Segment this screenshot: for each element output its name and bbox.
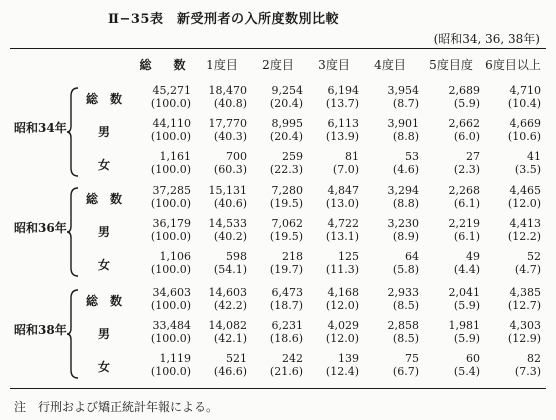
cell-percent: (19.5) — [269, 197, 303, 210]
table-cell — [185, 250, 247, 276]
cell-count: 33,484 — [152, 319, 191, 332]
cell-percent: (12.9) — [507, 332, 541, 345]
row-label: 男 — [98, 327, 111, 341]
cell-percent: (4.6) — [392, 163, 419, 176]
cell-count: 3,954 — [387, 84, 419, 97]
cell-count: 6,473 — [271, 286, 303, 299]
cell-percent: (8.8) — [392, 130, 419, 143]
source-note: 注 行刑および矯正統計年報による。 — [14, 400, 219, 414]
group-brace — [66, 186, 80, 278]
table-cell — [418, 117, 480, 143]
cell-count: 41 — [527, 150, 541, 163]
cell-percent: (13.0) — [325, 197, 359, 210]
cell-count: 2,933 — [387, 286, 419, 299]
cell-count: 14,533 — [208, 217, 247, 230]
table-cell — [297, 117, 359, 143]
table-cell — [297, 217, 359, 243]
cell-percent: (21.6) — [269, 365, 303, 378]
row-label: 総 数 — [86, 294, 123, 308]
cell-percent: (12.4) — [325, 365, 359, 378]
cell-count: 2,041 — [448, 286, 480, 299]
table-cell — [185, 117, 247, 143]
row-label: 男 — [98, 125, 111, 139]
cell-count: 17,770 — [208, 117, 247, 130]
table-cell — [297, 184, 359, 210]
cell-count: 3,230 — [387, 217, 419, 230]
column-header-total: 総 数 — [139, 58, 191, 72]
cell-count: 34,603 — [152, 286, 191, 299]
year-label: 昭和36年 — [14, 221, 67, 235]
table-cell — [129, 117, 191, 143]
cell-count: 2,662 — [448, 117, 480, 130]
table-cell — [357, 184, 419, 210]
cell-percent: (42.2) — [213, 299, 247, 312]
cell-percent: (8.7) — [392, 97, 419, 110]
cell-count: 52 — [527, 250, 541, 263]
cell-percent: (4.4) — [453, 263, 480, 276]
table-cell — [297, 352, 359, 378]
table-cell — [241, 217, 303, 243]
table-cell — [297, 286, 359, 312]
table-cell — [418, 150, 480, 176]
cell-percent: (13.7) — [325, 97, 359, 110]
cell-percent: (19.5) — [269, 230, 303, 243]
cell-percent: (6.1) — [453, 230, 480, 243]
bottom-rule — [10, 388, 546, 389]
cell-percent: (5.9) — [453, 332, 480, 345]
column-header-2nd: 2度目 — [262, 58, 294, 72]
cell-count: 36,179 — [152, 217, 191, 230]
cell-percent: (8.5) — [392, 332, 419, 345]
cell-count: 4,710 — [509, 84, 541, 97]
cell-count: 1,981 — [448, 319, 480, 332]
cell-percent: (10.4) — [507, 97, 541, 110]
cell-percent: (20.4) — [269, 130, 303, 143]
table-cell — [479, 352, 541, 378]
table-cell — [297, 319, 359, 345]
cell-percent: (20.4) — [269, 97, 303, 110]
table-cell — [241, 286, 303, 312]
cell-count: 1,161 — [159, 150, 191, 163]
table-cell — [418, 319, 480, 345]
cell-percent: (54.1) — [213, 263, 247, 276]
row-label: 総 数 — [86, 92, 123, 106]
cell-percent: (3.5) — [514, 163, 541, 176]
cell-percent: (2.3) — [453, 163, 480, 176]
table-cell — [241, 184, 303, 210]
cell-count: 8,995 — [271, 117, 303, 130]
cell-percent: (100.0) — [150, 97, 191, 110]
cell-percent: (100.0) — [150, 299, 191, 312]
group-brace — [66, 86, 80, 178]
cell-percent: (8.9) — [392, 230, 419, 243]
table-cell — [357, 250, 419, 276]
cell-percent: (100.0) — [150, 332, 191, 345]
table-cell — [129, 217, 191, 243]
cell-percent: (12.2) — [507, 230, 541, 243]
cell-count: 259 — [282, 150, 303, 163]
cell-percent: (5.8) — [392, 263, 419, 276]
table-cell — [241, 150, 303, 176]
cell-percent: (5.9) — [453, 299, 480, 312]
cell-percent: (13.9) — [325, 130, 359, 143]
cell-count: 82 — [527, 352, 541, 365]
cell-count: 49 — [466, 250, 480, 263]
table-cell — [479, 250, 541, 276]
cell-percent: (40.3) — [213, 130, 247, 143]
cell-count: 75 — [405, 352, 419, 365]
cell-count: 6,194 — [327, 84, 359, 97]
cell-percent: (100.0) — [150, 197, 191, 210]
table-cell — [357, 319, 419, 345]
table-cell — [479, 150, 541, 176]
cell-percent: (8.8) — [392, 197, 419, 210]
cell-percent: (12.0) — [325, 332, 359, 345]
cell-percent: (7.0) — [332, 163, 359, 176]
cell-percent: (60.3) — [213, 163, 247, 176]
cell-count: 18,470 — [208, 84, 247, 97]
cell-count: 15,131 — [208, 184, 247, 197]
cell-count: 598 — [226, 250, 247, 263]
table-cell — [418, 184, 480, 210]
cell-percent: (4.7) — [514, 263, 541, 276]
table-cell — [129, 319, 191, 345]
cell-percent: (22.3) — [269, 163, 303, 176]
table-cell — [479, 217, 541, 243]
table-cell — [185, 319, 247, 345]
cell-count: 4,303 — [509, 319, 541, 332]
cell-count: 1,106 — [159, 250, 191, 263]
cell-percent: (18.6) — [269, 332, 303, 345]
table-cell — [129, 184, 191, 210]
cell-count: 218 — [282, 250, 303, 263]
cell-count: 3,294 — [387, 184, 419, 197]
table-cell — [418, 84, 480, 110]
table-cell — [185, 286, 247, 312]
table-cell — [418, 286, 480, 312]
cell-count: 3,901 — [387, 117, 419, 130]
cell-percent: (100.0) — [150, 163, 191, 176]
table-cell — [479, 84, 541, 110]
cell-count: 14,603 — [208, 286, 247, 299]
cell-percent: (6.7) — [392, 365, 419, 378]
cell-percent: (19.7) — [269, 263, 303, 276]
cell-count: 125 — [338, 250, 359, 263]
cell-percent: (10.6) — [507, 130, 541, 143]
cell-count: 45,271 — [152, 84, 191, 97]
table-cell — [129, 84, 191, 110]
table-cell — [297, 150, 359, 176]
cell-count: 4,385 — [509, 286, 541, 299]
cell-count: 521 — [226, 352, 247, 365]
cell-count: 2,268 — [448, 184, 480, 197]
table-cell — [479, 319, 541, 345]
column-header-5th: 5度目度 — [429, 58, 473, 72]
year-label: 昭和38年 — [14, 323, 67, 337]
table-cell — [357, 150, 419, 176]
cell-percent: (12.7) — [507, 299, 541, 312]
table-cell — [129, 150, 191, 176]
cell-count: 64 — [405, 250, 419, 263]
table-cell — [479, 184, 541, 210]
cell-count: 7,280 — [271, 184, 303, 197]
cell-count: 139 — [338, 352, 359, 365]
cell-count: 6,231 — [271, 319, 303, 332]
table-cell — [185, 84, 247, 110]
cell-count: 4,029 — [327, 319, 359, 332]
cell-count: 4,168 — [327, 286, 359, 299]
table-cell — [297, 250, 359, 276]
table-cell — [241, 352, 303, 378]
cell-percent: (6.0) — [453, 130, 480, 143]
group-brace — [66, 288, 80, 380]
cell-percent: (100.0) — [150, 230, 191, 243]
cell-count: 2,689 — [448, 84, 480, 97]
cell-percent: (13.1) — [325, 230, 359, 243]
row-label: 女 — [98, 158, 111, 172]
cell-count: 2,858 — [387, 319, 419, 332]
cell-percent: (12.0) — [507, 197, 541, 210]
cell-percent: (5.9) — [453, 97, 480, 110]
cell-percent: (8.5) — [392, 299, 419, 312]
cell-percent: (12.0) — [325, 299, 359, 312]
table-cell — [129, 250, 191, 276]
table-cell — [297, 84, 359, 110]
cell-count: 9,254 — [271, 84, 303, 97]
table-title: Ⅱ−35表 新受刑者の入所度数別比較 — [108, 12, 339, 27]
cell-count: 53 — [405, 150, 419, 163]
cell-percent: (42.1) — [213, 332, 247, 345]
cell-count: 4,413 — [509, 217, 541, 230]
table-cell — [185, 217, 247, 243]
table-cell — [418, 217, 480, 243]
cell-percent: (46.6) — [213, 365, 247, 378]
cell-percent: (7.3) — [514, 365, 541, 378]
table-cell — [418, 352, 480, 378]
cell-percent: (100.0) — [150, 365, 191, 378]
cell-count: 27 — [466, 150, 480, 163]
table-cell — [241, 319, 303, 345]
column-header-4th: 4度目 — [374, 58, 406, 72]
cell-count: 4,847 — [327, 184, 359, 197]
cell-count: 242 — [282, 352, 303, 365]
column-header-1st: 1度目 — [206, 58, 238, 72]
table-cell — [185, 184, 247, 210]
table-cell — [241, 117, 303, 143]
table-cell — [357, 286, 419, 312]
row-label: 総 数 — [86, 192, 123, 206]
cell-count: 4,465 — [509, 184, 541, 197]
cell-count: 4,669 — [509, 117, 541, 130]
row-label: 女 — [98, 258, 111, 272]
table-cell — [129, 352, 191, 378]
cell-percent: (40.2) — [213, 230, 247, 243]
table-cell — [357, 84, 419, 110]
cell-count: 60 — [466, 352, 480, 365]
cell-percent: (100.0) — [150, 130, 191, 143]
table-cell — [357, 117, 419, 143]
cell-count: 7,062 — [271, 217, 303, 230]
cell-percent: (18.7) — [269, 299, 303, 312]
year-label: 昭和34年 — [14, 121, 67, 135]
table-cell — [185, 150, 247, 176]
table-cell — [241, 250, 303, 276]
column-header-3rd: 3度目 — [318, 58, 350, 72]
table-cell — [241, 84, 303, 110]
top-rule — [10, 48, 546, 49]
cell-count: 81 — [345, 150, 359, 163]
table-cell — [357, 217, 419, 243]
cell-percent: (100.0) — [150, 263, 191, 276]
cell-percent: (5.4) — [453, 365, 480, 378]
row-label: 男 — [98, 225, 111, 239]
cell-percent: (6.1) — [453, 197, 480, 210]
table-cell — [357, 352, 419, 378]
column-header-6th-plus: 6度目以上 — [485, 58, 541, 72]
table-cell — [479, 117, 541, 143]
cell-count: 6,113 — [327, 117, 359, 130]
cell-count: 37,285 — [152, 184, 191, 197]
table-cell — [185, 352, 247, 378]
cell-percent: (11.3) — [325, 263, 359, 276]
table-cell — [479, 286, 541, 312]
table-cell — [418, 250, 480, 276]
cell-count: 2,219 — [448, 217, 480, 230]
cell-percent: (40.8) — [213, 97, 247, 110]
cell-count: 1,119 — [159, 352, 191, 365]
row-label: 女 — [98, 360, 111, 374]
cell-count: 14,082 — [208, 319, 247, 332]
cell-percent: (40.6) — [213, 197, 247, 210]
table-subtitle: (昭和34, 36, 38年) — [433, 32, 540, 46]
cell-count: 4,722 — [327, 217, 359, 230]
cell-count: 700 — [226, 150, 247, 163]
cell-count: 44,110 — [152, 117, 191, 130]
table-cell — [129, 286, 191, 312]
